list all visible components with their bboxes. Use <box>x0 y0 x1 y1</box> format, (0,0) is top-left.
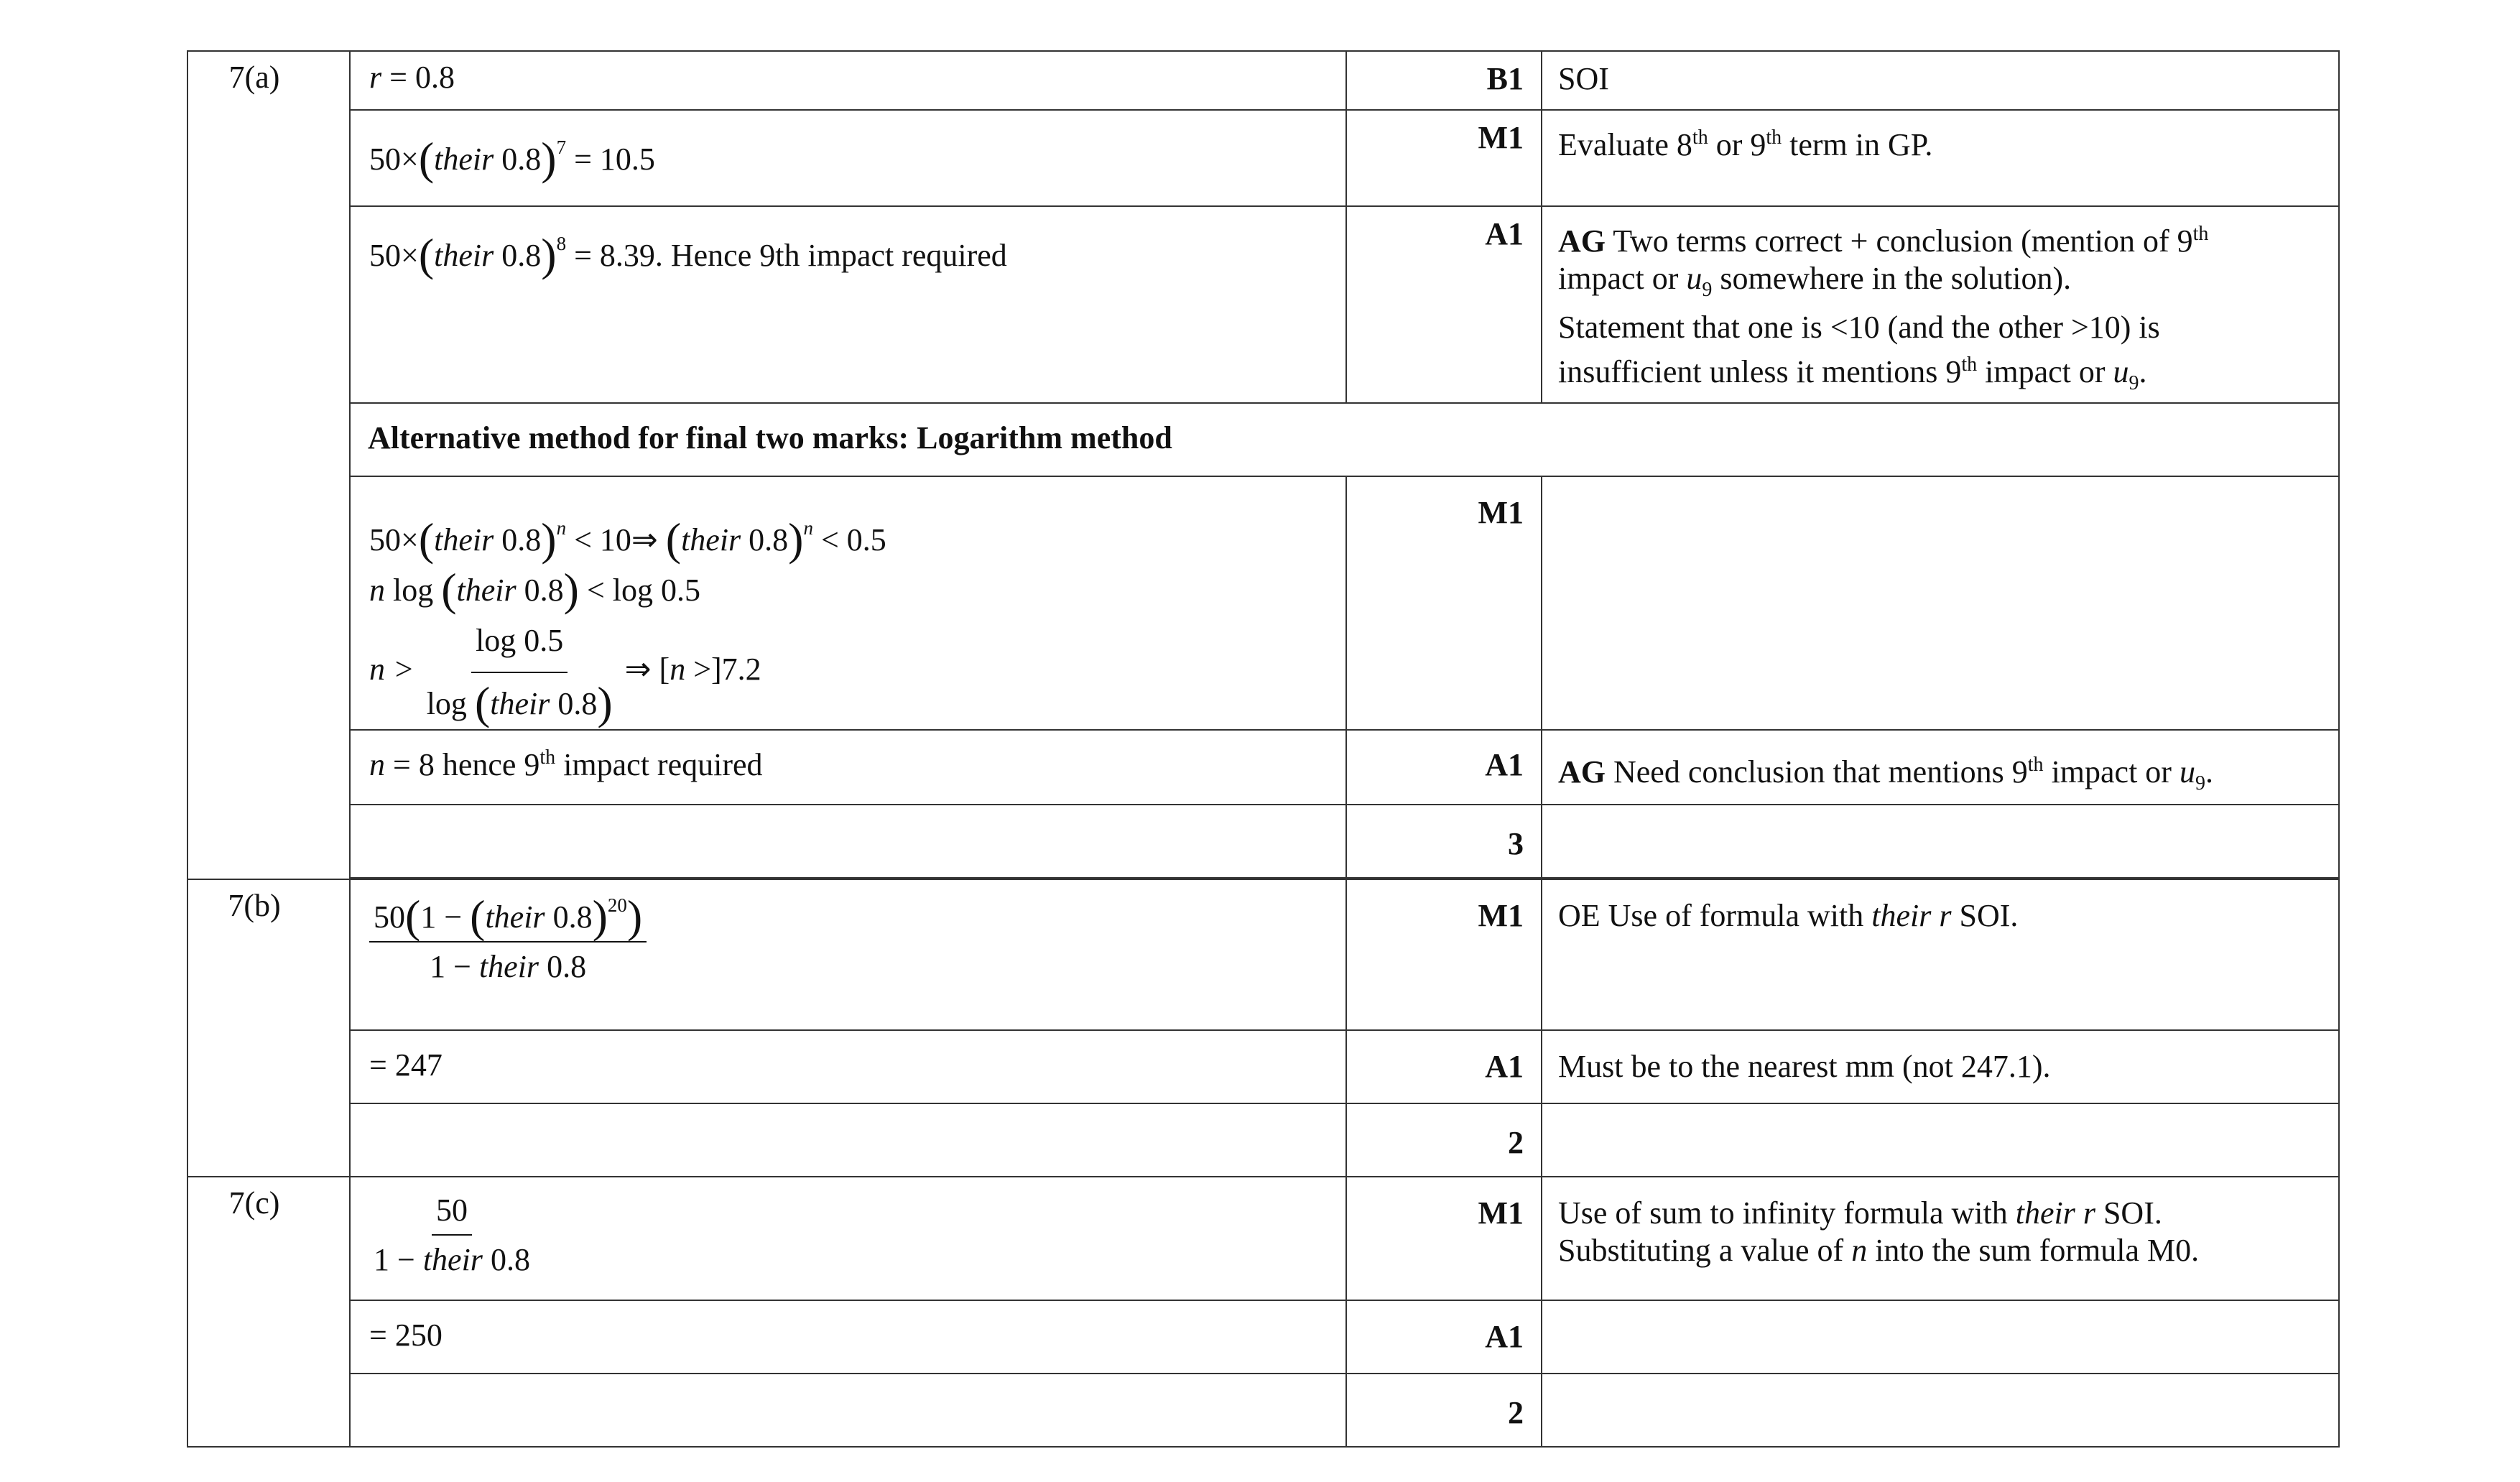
mark-cell: M1 <box>1346 1177 1542 1300</box>
answer-cell: 50×(their 0.8)$^8$ = 8.39. Hence 9th impact required <box>350 206 1346 403</box>
guidance-cell <box>1542 1300 2339 1374</box>
mark-cell: A1 <box>1346 206 1542 403</box>
mark-cell: A1 <box>1346 730 1542 805</box>
guidance-cell <box>1542 1103 2339 1177</box>
answer-cell: r = 0.8 <box>350 51 1346 110</box>
answer-cell: = 247 <box>350 1030 1346 1103</box>
guidance-cell: AG Need conclusion that mentions 9th impact or $u_9$. <box>1542 730 2339 805</box>
mark-scheme-table <box>187 50 2340 1448</box>
answer-cell <box>350 1374 1346 1447</box>
mark-cell: M1 <box>1346 879 1542 1030</box>
mark-cell: A1 <box>1346 1300 1542 1374</box>
answer-cell: $\frac{50(1 - (their 0.8)^{20})}{\text{1 − their 0.8}}$ <box>350 879 1346 1030</box>
guidance-cell: SOI <box>1542 51 2339 110</box>
answer-cell: 50×(their 0.8)$^7$ = 10.5 <box>350 110 1346 206</box>
mark-cell: A1 <box>1346 1030 1542 1103</box>
guidance-cell <box>1542 476 2339 730</box>
guidance-cell <box>1542 805 2339 878</box>
guidance-cell: Evaluate 8th or 9th term in GP. <box>1542 110 2339 206</box>
guidance-cell: Must be to the nearest mm (not 247.1). <box>1542 1030 2339 1103</box>
answer-cell <box>350 805 1346 878</box>
question-label-7b: 7(b) <box>187 879 350 1177</box>
guidance-cell: OE Use of formula with their r SOI. <box>1542 879 2339 1030</box>
question-label-7c: 7(c) <box>187 1177 350 1447</box>
total-marks: 2 <box>1346 1374 1542 1447</box>
answer-cell: $\frac{50}{\text{1 − their 0.8}}$ <box>350 1177 1346 1300</box>
answer-cell: = 250 <box>350 1300 1346 1374</box>
guidance-cell <box>1542 1374 2339 1447</box>
mark-cell: M1 <box>1346 110 1542 206</box>
mark-cell: B1 <box>1346 51 1542 110</box>
guidance-cell: AG Two terms correct + conclusion (mention of 9th impact or $u_9$ somewhere in the solution). Statement that one is <10 (and the other >10) is insufficient unless it mentions 9th impact or $u_9$. <box>1542 206 2339 403</box>
answer-cell: 50×(their 0.8)$^n$ < 10⇒ (their 0.8)$^n$ < 0.5 n log (their 0.8) < log 0.5 n > $\frac{\log 0.5}{\text{log (their 0.8)}}$ ⇒ [n >]7.2 <box>350 476 1346 730</box>
total-marks: 2 <box>1346 1103 1542 1177</box>
guidance-cell: Use of sum to infinity formula with their r SOI. Substituting a value of n into the sum formula M0. <box>1542 1177 2339 1300</box>
question-label-7a: 7(a) <box>187 51 350 879</box>
answer-cell: n = 8 hence 9th impact required <box>350 730 1346 805</box>
mark-cell: M1 <box>1346 476 1542 730</box>
total-marks: 3 <box>1346 805 1542 878</box>
alternative-method-heading: Alternative method for final two marks: Logarithm method <box>350 403 2339 476</box>
answer-cell <box>350 1103 1346 1177</box>
